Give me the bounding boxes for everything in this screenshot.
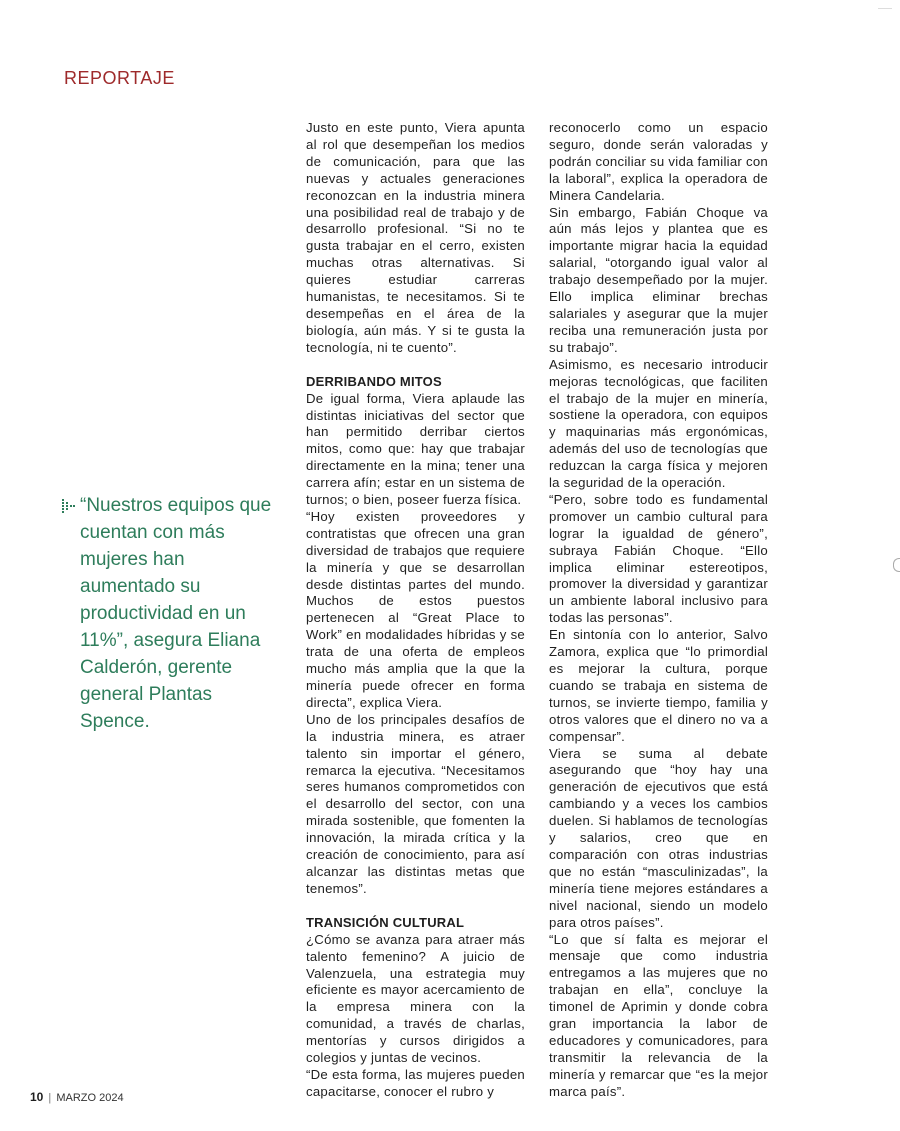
paragraph: “Pero, sobre todo es fundamental promover un cambio cultural para lograr la igualdad de género”, subraya Fabián Choque. “Ello implica eliminar estereotipos, promover la diversidad y garantizar un ambiente laboral inclusivo para todas las personas”. [549, 491, 768, 626]
crop-mark [878, 0, 892, 9]
paragraph: Justo en este punto, Viera apunta al rol que desempeñan los medios de comunicación, para que las nuevas y actuales generaciones reconozcan en la industria minera una posibilidad real de trabajo y de desarrollo profesional. “Si no te gusta trabajar en el cerro, existen muchas otras alternativas. Si quieres estudiar carreras humanistas, te necesitamos. Si te desempeñas en el área de la biología, aún más. Y si te gusta la tecnología, ni te cuento”. [306, 120, 525, 355]
article-column-1 [306, 120, 525, 1101]
paragraph: reconocerlo como un espacio seguro, donde serán valoradas y podrán conciliar su vida familiar con la laboral”, explica la operadora de Minera Candelaria. [549, 120, 768, 203]
paragraph: Uno de los principales desafíos de la industria minera, es atraer talento sin importar el género, remarca la ejecutiva. “Necesitamos seres humanos comprometidos con el desarrollo del sector, con una mirada sostenible, que fomenten la innovación, la mirada crítica y la creación de conocimiento, para así alcanzar las distintas metas que tenemos”. [306, 711, 525, 896]
paragraph: Viera se suma al debate asegurando que “hoy hay una generación de ejecutivos que está cambiando y a veces los cambios duelen. Si hablamos de tecnologías y salarios, creo que en comparación con otras industrias que no están “masculinizadas”, la minería tiene mejores estándares a nivel nacional, siendo un modelo para otros países”. [549, 745, 768, 930]
section-label: REPORTAJE [64, 68, 175, 88]
paragraph: En sintonía con lo anterior, Salvo Zamora, explica que “lo primordial es mejorar la cultura, porque cuando se trabaja en sistema de turnos, se invierte tiempo, familia y otros valores que el dinero no va a compensar”. [549, 627, 768, 744]
paragraph: “De esta forma, las mujeres pueden capacitarse, conocer el rubro y [306, 1066, 525, 1099]
registration-mark-icon [893, 558, 900, 572]
page-folio [30, 1090, 124, 1104]
subheading-derribando-mitos: DERRIBANDO MITOS [306, 373, 442, 389]
page-number: 10 [30, 1090, 44, 1104]
folio-separator: | [48, 1092, 52, 1104]
pull-quote [62, 492, 282, 735]
paragraph: “Lo que sí falta es mejorar el mensaje que como industria entregamos a las mujeres que no trabajan en ella”, concluye la timonel de Aprimin y donde cobra gran importancia la labor de educadores y comunicadores, para transmitir la relevancia de la minería y remarcar que “es la mejor marca país”. [549, 931, 768, 1099]
paragraph: Sin embargo, Fabián Choque va aún más lejos y plantea que es importante migrar hacia la equidad salarial, “otorgando igual valor al trabajo desempeñado por la mujer. Ello implica eliminar brechas salariales y asegurar que la mujer reciba una remuneración justa por su trabajo”. [549, 204, 768, 355]
paragraph: Asimismo, es necesario introducir mejoras tecnológicas, que faciliten el trabajo de la mujer en minería, sostiene la operadora, con equipos y maquinarias más ergonómicas, además del uso de tecnologías que reduzcan la carga física y mejoren la seguridad de la operación. [549, 356, 768, 491]
quote-dots-icon [62, 499, 76, 513]
paragraph: De igual forma, Viera aplaude las distintas iniciativas del sector que han permitido derribar ciertos mitos, como que: hay que trabajar directamente en la mina; tener una carrera afín; estar en un sistema de turnos; o bien, poseer fuerza física. [306, 390, 525, 508]
article-column-2 [549, 120, 768, 1101]
issue-date: MARZO 2024 [56, 1092, 124, 1104]
paragraph: “Hoy existen proveedores y contratistas que ofrecen una gran diversidad de trabajos que requiere la minería y que se desarrollan desde distintas partes del mundo. Muchos de estos puestos pertenecen al “Great Place to Work” en modalidades híbridas y se trata de una oferta de empleos mucho más amplia que la que la minería puede ofrecer en forma directa”, explica Viera. [306, 508, 525, 710]
subheading-transicion-cultural: TRANSICIÓN CULTURAL [306, 914, 465, 930]
paragraph: ¿Cómo se avanza para atraer más talento femenino? A juicio de Valenzuela, una estrategia muy eficiente es mayor acercamiento de la empresa minera con la comunidad, a través de charlas, mentorías y cursos dirigidos a colegios y juntas de vecinos. [306, 931, 525, 1066]
pull-quote-text: “Nuestros equipos que cuentan con más mujeres han aumentado su productividad en un 11%”, asegura Eliana Calderón, gerente general Plantas Spence. [80, 495, 272, 732]
